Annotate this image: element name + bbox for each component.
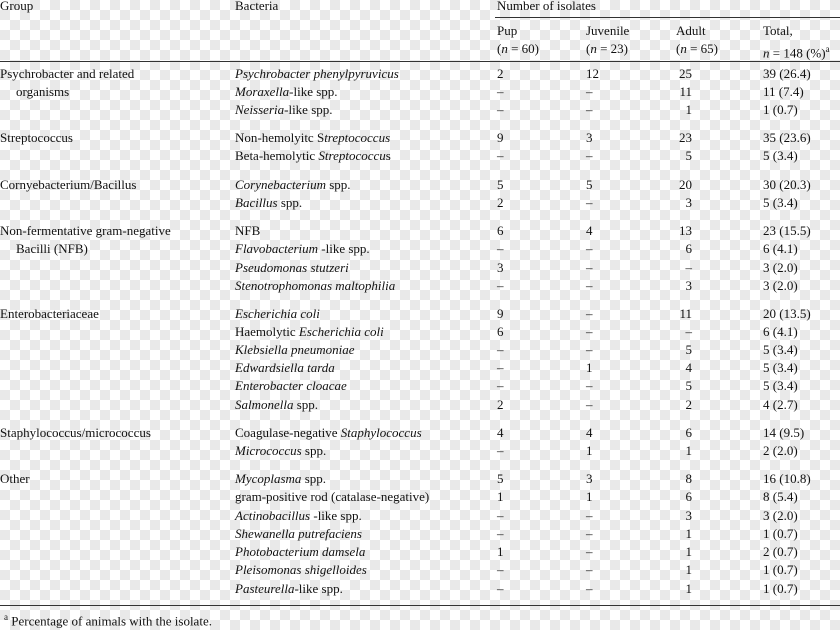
adult-cell: 11 <box>679 306 692 321</box>
adult-cell: 5 <box>685 148 692 163</box>
juvenile-cell: 12 <box>586 66 599 81</box>
total-cell: 8 (5.4) <box>763 489 798 504</box>
pup-cell: 1 <box>497 489 504 504</box>
juvenile-cell: 4 <box>586 425 593 440</box>
total-cell: 4 (2.7) <box>763 397 798 412</box>
bacteria-cell <box>235 377 347 395</box>
juvenile-cell: – <box>586 195 593 210</box>
total-cell: 5 (3.4) <box>763 342 798 357</box>
total-cell: 3 (2.0) <box>763 508 798 523</box>
n-symbol: n <box>680 41 687 56</box>
bacteria-cell <box>235 341 355 359</box>
total-cell: 5 (3.4) <box>763 378 798 393</box>
pup-cell: – <box>497 443 504 458</box>
pup-cell: – <box>497 378 504 393</box>
juvenile-cell: – <box>586 241 593 256</box>
bacteria-cell: Neisseria-like spp. <box>235 102 333 117</box>
table-bottom-rule <box>0 605 840 606</box>
bacteria-cell <box>235 359 335 377</box>
pup-cell: 4 <box>497 425 504 440</box>
juvenile-cell: – <box>586 397 593 412</box>
pup-cell: 2 <box>497 195 504 210</box>
group-cell: Other <box>0 471 30 486</box>
bacteria-name-italic: Shewanella putrefaciens <box>235 526 362 541</box>
total-cell: 39 (26.4) <box>763 66 811 81</box>
juvenile-cell: – <box>586 342 593 357</box>
adult-cell: 23 <box>679 130 692 145</box>
adult-cell: 6 <box>685 489 692 504</box>
bacteria-cell: Salmonella spp. <box>235 397 319 412</box>
bacteria-name-italic: Streptococcu <box>318 148 386 163</box>
bacteria-cell: gram-positive rod (catalase-negative) <box>235 489 430 504</box>
juvenile-cell: – <box>586 84 593 99</box>
adult-cell: 1 <box>685 544 692 559</box>
juvenile-cell: 3 <box>586 130 593 145</box>
bacteria-cell: Corynebacterium spp. <box>235 177 351 192</box>
juvenile-cell: – <box>586 544 593 559</box>
adult-cell: 1 <box>685 562 692 577</box>
bacteria-cell <box>235 65 399 83</box>
footnote <box>4 608 212 630</box>
group-cell: Psychrobacter and related <box>0 66 135 81</box>
bacteria-cell: Coagulase-negative Staphylococcus <box>235 425 422 440</box>
total-cell: 30 (20.3) <box>763 177 811 192</box>
bacteria-name-italic: Micrococcus <box>235 443 302 458</box>
pup-cell: – <box>497 278 504 293</box>
pup-cell: – <box>497 102 504 117</box>
total-cell: 3 (2.0) <box>763 278 798 293</box>
pup-cell: – <box>497 526 504 541</box>
footnote-mark: a <box>4 612 8 622</box>
juvenile-cell: – <box>586 260 593 275</box>
group-cell: Non-fermentative gram-negative <box>0 223 171 238</box>
total-cell: 20 (13.5) <box>763 306 811 321</box>
total-cell: 5 (3.4) <box>763 360 798 375</box>
header-juvenile: Juvenile <box>586 23 630 38</box>
pup-cell: – <box>497 342 504 357</box>
adult-cell: 13 <box>679 223 692 238</box>
footnote-text: Percentage of animals with the isolate. <box>11 613 212 629</box>
total-cell: 23 (15.5) <box>763 223 811 238</box>
group-cell: Cornyebacterium/Bacillus <box>0 177 137 192</box>
juvenile-cell: – <box>586 378 593 393</box>
bacteria-name-italic: Pseudomonas stutzeri <box>235 260 349 275</box>
pup-cell: – <box>497 360 504 375</box>
bacteria-cell: Moraxella-like spp. <box>235 84 338 99</box>
bacteria-name-italic: treptococcus <box>324 130 391 145</box>
bacteria-cell <box>235 305 320 323</box>
pup-cell: 9 <box>497 130 504 145</box>
adult-cell: 5 <box>685 378 692 393</box>
bacteria-name-italic: Enterobacter cloacae <box>235 378 347 393</box>
bacteria-name-italic: Staphylococcus <box>340 425 422 440</box>
bacteria-cell: Haemolytic Escherichia coli <box>235 324 384 339</box>
total-cell: 6 (4.1) <box>763 241 798 256</box>
adult-cell: 25 <box>679 66 692 81</box>
bacteria-name-italic: Pleisomonas shigelloides <box>235 562 367 577</box>
pup-cell: 9 <box>497 306 504 321</box>
pup-cell: 1 <box>497 544 504 559</box>
pup-cell: – <box>497 241 504 256</box>
bacteria-name-italic: Moraxella <box>235 84 290 99</box>
bacteria-cell <box>235 561 367 579</box>
adult-cell: 1 <box>685 581 692 596</box>
total-cell: 1 (0.7) <box>763 562 798 577</box>
total-cell: 5 (3.4) <box>763 195 798 210</box>
bacteria-name-italic: Flavobacterium <box>235 241 319 256</box>
bacteria-cell: Actinobacillus -like spp. <box>235 508 362 523</box>
bacteria-name-italic: Photobacterium damsela <box>235 544 366 559</box>
adult-cell: 3 <box>685 195 692 210</box>
juvenile-cell: – <box>586 324 593 339</box>
bacteria-name-italic: Salmonella <box>235 397 294 412</box>
adult-cell: 2 <box>685 397 692 412</box>
header-adult: Adult <box>676 23 706 38</box>
pup-cell: – <box>497 148 504 163</box>
bacteria-cell: NFB <box>235 223 261 238</box>
juvenile-cell: – <box>586 562 593 577</box>
bacteria-name-italic: Escherichia coli <box>235 306 320 321</box>
bacteria-name-italic: Edwardsiella tarda <box>235 360 335 375</box>
n-symbol: n <box>501 41 508 56</box>
pup-cell: – <box>497 562 504 577</box>
adult-cell: 1 <box>685 102 692 117</box>
pup-cell: 3 <box>497 260 504 275</box>
header-total: Total, <box>763 23 793 38</box>
pup-cell: 6 <box>497 324 504 339</box>
bacteria-name-italic: Stenotrophomonas maltophilia <box>235 278 396 293</box>
juvenile-cell: 3 <box>586 471 593 486</box>
juvenile-cell: 4 <box>586 223 593 238</box>
adult-cell: 11 <box>679 84 692 99</box>
bacteria-name-italic: Pasteurella <box>235 581 295 596</box>
group-cell: organisms <box>16 84 70 99</box>
total-cell: 3 (2.0) <box>763 260 798 275</box>
adult-cell: – <box>685 260 692 275</box>
bacteria-cell: Flavobacterium -like spp. <box>235 241 370 256</box>
bacteria-cell <box>235 259 349 277</box>
header-total-n: n = 148 (%)$^a$ <box>763 44 830 61</box>
pup-cell: 2 <box>497 397 504 412</box>
adult-cell: 4 <box>685 360 692 375</box>
adult-cell: 1 <box>685 526 692 541</box>
header-group: Group <box>0 0 34 13</box>
adult-cell: 3 <box>685 508 692 523</box>
bacteria-name-italic: Klebsiella pneumoniae <box>235 342 355 357</box>
bacteria-name-italic: Escherichia coli <box>298 324 384 339</box>
n-symbol: n <box>763 45 770 61</box>
bacteria-name-italic: Psychrobacter phenylpyruvicus <box>235 66 399 81</box>
total-cell: 1 (0.7) <box>763 526 798 541</box>
bacteria-name-italic: Actinobacillus <box>235 508 311 523</box>
bacteria-name-italic: Corynebacterium <box>235 177 326 192</box>
n-symbol: n <box>590 41 597 56</box>
header-bacteria: Bacteria <box>235 0 279 13</box>
pup-cell: 6 <box>497 223 504 238</box>
bacteria-cell: Mycoplasma spp. <box>235 471 326 486</box>
total-cell: 1 (0.7) <box>763 581 798 596</box>
bacteria-cell: Non-hemolyitc Streptococcus <box>235 130 391 145</box>
juvenile-cell: – <box>586 508 593 523</box>
adult-cell: 20 <box>679 177 692 192</box>
juvenile-cell: – <box>586 526 593 541</box>
bacteria-cell: Beta-hemolytic Streptococcus <box>235 148 391 163</box>
header-adult-n: (n = 65) <box>676 41 719 56</box>
total-cell: 14 (9.5) <box>763 425 805 440</box>
bacteria-cell: Pasteurella-like spp. <box>235 581 343 596</box>
adult-cell: 6 <box>685 425 692 440</box>
total-cell: 35 (23.6) <box>763 130 811 145</box>
juvenile-cell: – <box>586 102 593 117</box>
header-bottom-rule <box>0 61 840 62</box>
adult-cell: – <box>685 324 692 339</box>
bacteria-name-italic: Neisseria <box>235 102 285 117</box>
bacteria-cell <box>235 543 365 561</box>
juvenile-cell: 1 <box>586 360 593 375</box>
juvenile-cell: – <box>586 278 593 293</box>
pup-cell: 5 <box>497 177 504 192</box>
total-cell: 6 (4.1) <box>763 324 798 339</box>
bacteria-cell: Micrococcus spp. <box>235 443 327 458</box>
footnote-ref: a <box>825 44 830 54</box>
adult-cell: 8 <box>685 471 692 486</box>
total-cell: 2 (0.7) <box>763 544 798 559</box>
juvenile-cell: – <box>586 148 593 163</box>
juvenile-cell: 5 <box>586 177 593 192</box>
adult-cell: 5 <box>685 342 692 357</box>
bacteria-cell <box>235 525 362 543</box>
pup-cell: – <box>497 84 504 99</box>
group-cell: Streptococcus <box>0 130 73 145</box>
juvenile-cell: 1 <box>586 443 593 458</box>
group-cell: Staphylococcus/micrococcus <box>0 425 151 440</box>
pup-cell: – <box>497 508 504 523</box>
pup-cell: – <box>497 581 504 596</box>
total-cell: 5 (3.4) <box>763 148 798 163</box>
bacteria-name-italic: Mycoplasma <box>235 471 302 486</box>
bacteria-name-italic: Bacillus <box>235 195 278 210</box>
bacteria-cell <box>235 277 395 295</box>
header-subrule <box>495 17 840 18</box>
group-cell: Enterobacteriaceae <box>0 306 99 321</box>
header-number-of-isolates: Number of isolates <box>497 0 596 13</box>
juvenile-cell: – <box>586 581 593 596</box>
total-cell: 1 (0.7) <box>763 102 798 117</box>
group-cell: Bacilli (NFB) <box>16 241 88 256</box>
adult-cell: 6 <box>685 241 692 256</box>
total-cell: 2 (2.0) <box>763 443 798 458</box>
bacteria-cell: Bacillus spp. <box>235 195 303 210</box>
adult-cell: 3 <box>685 278 692 293</box>
total-cell: 11 (7.4) <box>763 84 804 99</box>
total-cell: 16 (10.8) <box>763 471 811 486</box>
pup-cell: 2 <box>497 66 504 81</box>
juvenile-cell: 1 <box>586 489 593 504</box>
pup-cell: 5 <box>497 471 504 486</box>
header-juvenile-n: (n = 23) <box>586 41 629 56</box>
header-pup: Pup <box>497 23 518 38</box>
header-pup-n: (n = 60) <box>497 41 540 56</box>
juvenile-cell: – <box>586 306 593 321</box>
adult-cell: 1 <box>685 443 692 458</box>
